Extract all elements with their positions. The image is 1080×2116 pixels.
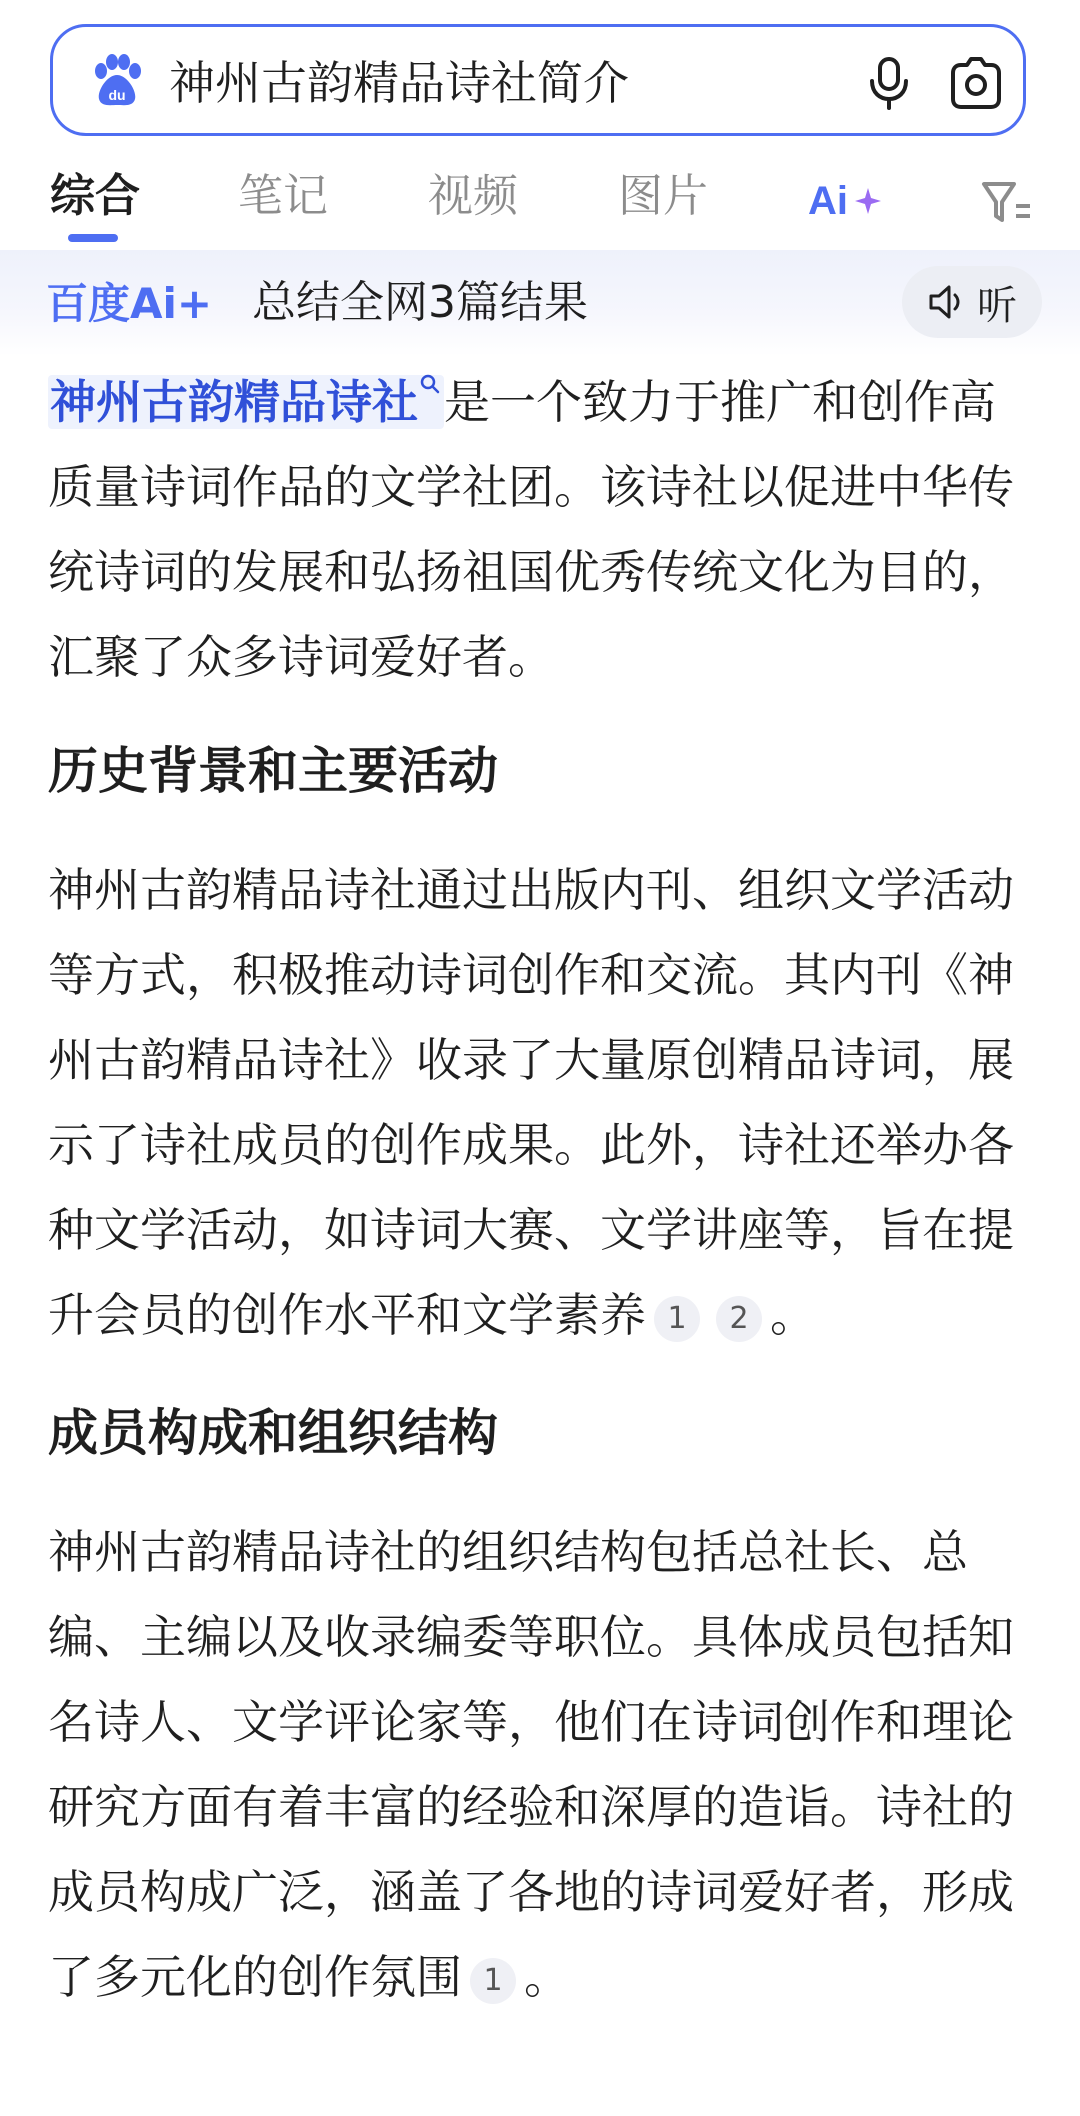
section-text: 神州古韵精品诗社通过出版内刊、组织文学活动等方式，积极推动诗词创作和交流。其内刊《神州古韵精品诗社》收录了大量原创精品诗词，展示了诗社成员的创作成果。此外，诗社还举办各种文学活动，如诗词大赛、文学讲座等，旨在提升会员的创作水平和文学素养 [48, 863, 1014, 1342]
listen-label: 听 [977, 282, 1017, 329]
search-input[interactable]: 神州古韵精品诗社简介 [169, 56, 629, 110]
section-paragraph [48, 1510, 1028, 2020]
search-bar[interactable] [50, 24, 1026, 136]
filter-icon[interactable] [980, 176, 1032, 228]
result-tabs [0, 160, 1080, 244]
section-text: 神州古韵精品诗社的组织结构包括总社长、总编、主编以及收录编委等职位。具体成员包括知名诗人、文学评论家等，他们在诗词创作和理论研究方面有着丰富的经验和深厚的造诣。诗社的成员构成广泛，涵盖了各地的诗词爱好者，形成了多元化的创作氛围 [48, 1525, 1014, 2004]
tab-images[interactable]: 图片 [618, 169, 709, 222]
speaker-icon [927, 282, 967, 322]
tab-notes[interactable]: 笔记 [238, 169, 329, 222]
section-heading: 成员构成和组织结构 [48, 1404, 498, 1462]
listen-button[interactable] [902, 266, 1042, 338]
section-end: 。 [770, 1288, 816, 1342]
baidu-ai-logo [46, 274, 236, 330]
search-icon [418, 372, 442, 396]
section-heading: 历史背景和主要活动 [48, 742, 498, 800]
svg-text:Ai: Ai [808, 179, 848, 223]
intro-text: 是一个致力于推广和创作高质量诗词作品的文学社团。该诗社以促进中华传统诗词的发展和弘扬祖国优秀传统文化为目的，汇聚了众多诗词爱好者。 [48, 375, 1014, 684]
baidu-paw-logo [89, 53, 145, 109]
svg-text:百度Ai+: 百度Ai+ [46, 279, 213, 328]
citation-badge[interactable]: 2 [716, 1296, 762, 1342]
section-paragraph [48, 848, 1028, 1358]
tab-videos[interactable]: 视频 [428, 169, 519, 222]
camera-icon[interactable] [947, 55, 1005, 111]
ai-summary-header [0, 250, 1080, 356]
active-tab-indicator [68, 234, 118, 242]
citation-badge[interactable]: 1 [654, 1296, 700, 1342]
ai-answer-content [48, 360, 1028, 2020]
entity-link-text[interactable]: 神州古韵精品诗社 [50, 375, 418, 429]
citation-badge[interactable]: 1 [470, 1958, 516, 2004]
svg-text:du: du [108, 87, 126, 103]
ai-summary-label: 总结全网3篇结果 [252, 277, 588, 328]
tab-ai-plus[interactable] [808, 174, 888, 224]
microphone-icon[interactable] [863, 55, 915, 111]
intro-paragraph [48, 360, 1028, 700]
entity-link[interactable] [48, 375, 444, 429]
tab-comprehensive[interactable]: 综合 [50, 169, 141, 222]
section-end: 。 [524, 1950, 570, 2004]
